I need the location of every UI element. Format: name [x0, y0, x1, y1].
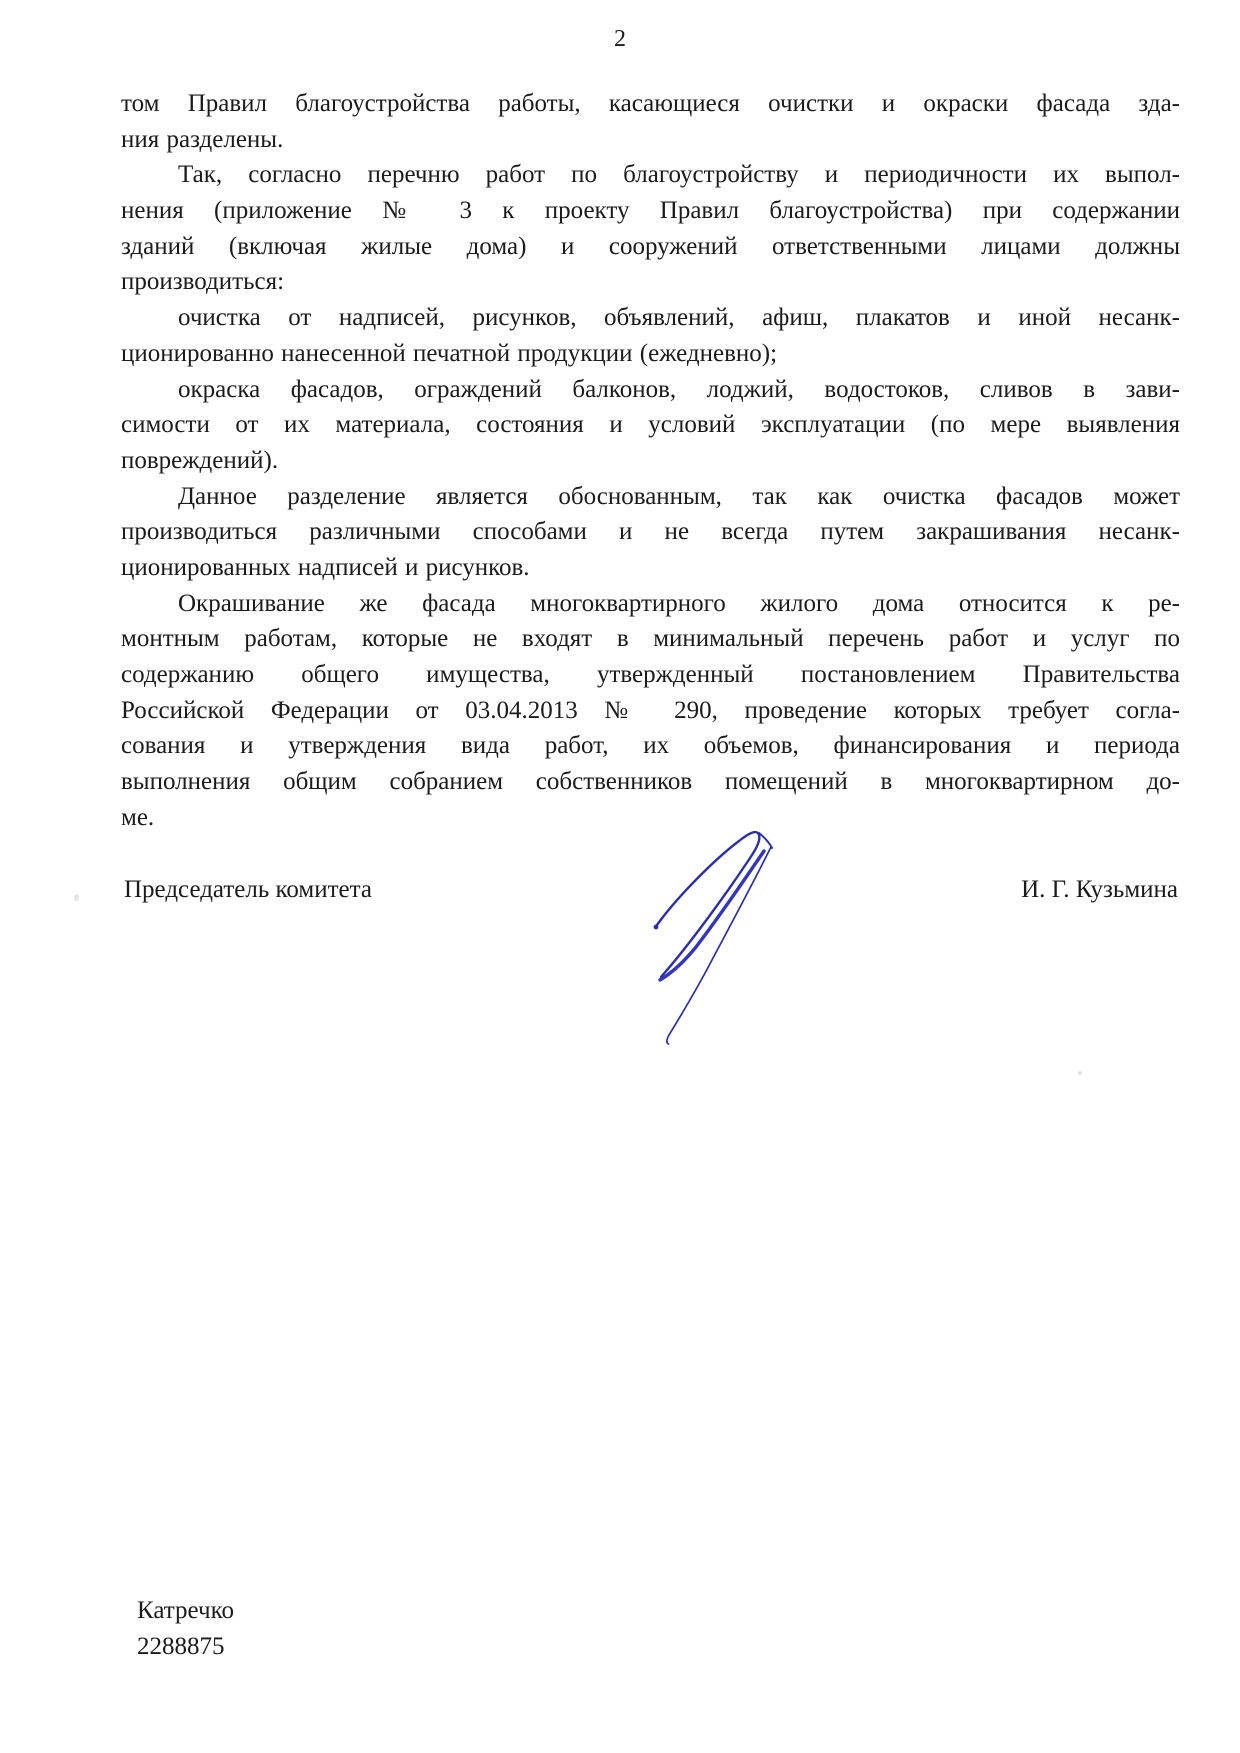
executor-footer: [137, 1593, 234, 1664]
executor-phone: 2288875: [137, 1632, 225, 1660]
text-line: производиться различными способами и не всегда путем закрашивания несанк-: [121, 518, 1180, 546]
executor-name: Катречко: [137, 1597, 234, 1624]
text-line: выполнения общим собранием собственников помещений в многоквартирном до-: [121, 768, 1180, 796]
text-line: повреждений).: [121, 446, 279, 474]
paragraph: [121, 479, 1180, 586]
text-line: Данное разделение является обоснованным, так как очистка фасадов может: [178, 482, 1180, 510]
scan-speck: [1078, 1071, 1082, 1075]
text-line: зданий (включая жилые дома) и сооружений ответственными лицами должны: [121, 232, 1180, 260]
text-line: нения (приложение № 3 к проекту Правил благоустройства) при содержании: [121, 197, 1180, 225]
text-line: ционированно нанесенной печатной продукции (ежедневно);: [121, 339, 778, 367]
letter-body: [121, 86, 1180, 835]
text-line: ме.: [121, 803, 155, 831]
paragraph: [121, 86, 1180, 157]
text-line: монтным работам, которые не входят в минимальный перечень работ и услуг по: [121, 625, 1180, 653]
text-line: сования и утверждения вида работ, их объемов, финансирования и периода: [121, 732, 1180, 760]
text-line: Окрашивание же фасада многоквартирного жилого дома относится к ре-: [178, 589, 1180, 617]
signatory-title: Председатель комитета: [124, 876, 372, 903]
text-line: окраска фасадов, ограждений балконов, лоджий, водостоков, сливов в зави-: [178, 375, 1180, 403]
text-line: ния разделены.: [121, 125, 284, 153]
paragraph: [121, 586, 1180, 836]
text-line: содержанию общего имущества, утвержденный постановлением Правительства: [121, 661, 1180, 688]
text-line: симости от их материала, состояния и условий эксплуатации (по мере выявления: [121, 411, 1180, 439]
paragraph: [121, 372, 1180, 479]
text-line: Так, согласно перечню работ по благоустройству и периодичности их выпол-: [178, 161, 1180, 189]
paragraph: [121, 157, 1180, 300]
text-line: очистка от надписей, рисунков, объявлений, афиш, плакатов и иной несанк-: [178, 304, 1180, 332]
paragraph: [121, 300, 1180, 371]
handwritten-signature-icon: [633, 815, 783, 1055]
signatory-name: И. Г. Кузьмина: [1021, 876, 1178, 903]
text-line: том Правил благоустройства работы, касающиеся очистки и окраски фасада зда-: [121, 90, 1180, 117]
text-line: ционированных надписей и рисунков.: [121, 553, 530, 581]
text-line: производиться:: [121, 268, 285, 296]
page-number: 2: [614, 26, 626, 52]
scan-speck: [74, 894, 79, 901]
text-line: Российской Федерации от 03.04.2013 № 290, проведение которых требует согла-: [121, 696, 1180, 724]
